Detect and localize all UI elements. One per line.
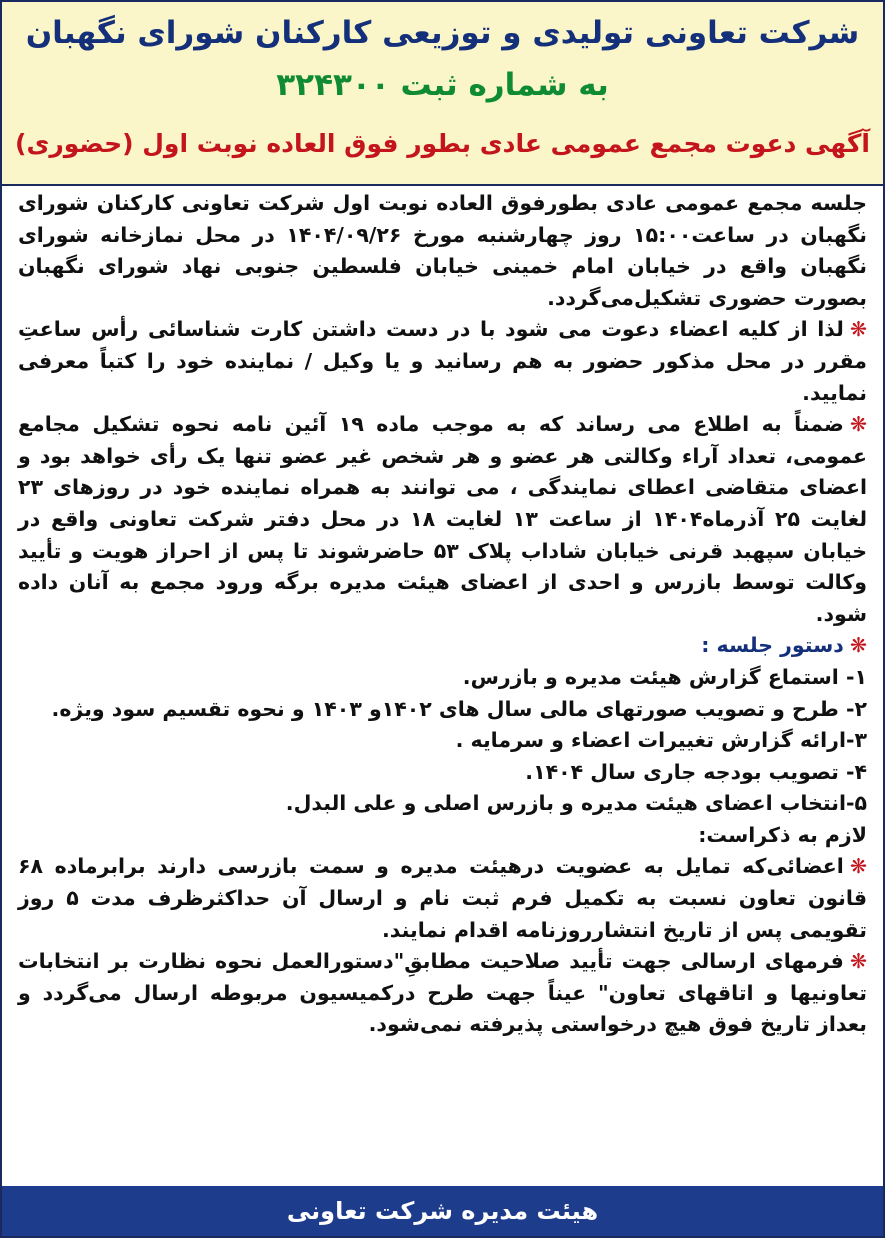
proxy-text: ضمناً به اطلاع می رساند که به موجب ماده ۱۹ آئین نامه نحوه تشکیل مجامع عمومی، تعداد آراء وکالتی هر عضو و هر شخص غیر عضو تنها یک رأی خواهد بود و اعضای متقاضی اعطای نمایندگی ، می توانند به همراه نماینده خود در روزهای ۲۳ لغایت ۲۵ آذرماه۱۴۰۴ از ساعت ۱۳ لغایت ۱۸ در محل دفتر شرکت تعاونی واقع در خیابان سپهبد قرنی خیابان شاداب پلاک ۵۳ حاضرشوند تا پس از احراز هویت و تأیید وکالت توسط بازرس و احدی از اعضای هیئت مدیره برگه ورود مجمع به آنان داده شود.: [18, 412, 868, 626]
agenda-title: دستور جلسه :: [701, 633, 844, 658]
forms-text: فرمهای ارسالی جهت تأیید صلاحیت مطابقِ"دستورالعمل نحوه نظارت بر انتخابات تعاونیها و اتاقهای تعاون" عیناً جهت طرح درکمیسیون مربوطه ارسال می‌گردد و بعداز تاریخ فوق هیچ درخواستی پذیرفته نمی‌شود.: [18, 949, 867, 1037]
agenda-item-3: ۳-ارائه گزارش تغییرات اعضاء و سرمایه .: [455, 728, 867, 753]
notice-mode: (حضوری): [15, 129, 134, 158]
candidates-paragraph: [18, 851, 867, 946]
agenda-item-2: ۲- طرح و تصویب صورتهای مالی سال های ۱۴۰۲و ۱۴۰۳ و نحوه تقسیم سود ویژه.: [51, 696, 867, 721]
company-name: شرکت تعاونی تولیدی و توزیعی کارکنان شورای نگهبان: [25, 15, 860, 51]
invite-paragraph: [18, 314, 867, 409]
notice-title: [2, 124, 883, 164]
invite-text: لذا از کلیه اعضاء دعوت می شود با در دست داشتن کارت شناسائی رأس ساعتِ مقرر در محل مذکور حضور به هم رسانید و یا وکیل / نماینده خود را کتباً معرفی نمایید.: [18, 317, 867, 405]
forms-paragraph: [18, 946, 867, 1041]
notice-body: [18, 188, 867, 1041]
asterisk-bullet-icon: ❋: [849, 854, 867, 879]
asterisk-bullet-icon: ❋: [849, 949, 867, 974]
agenda-item-5: ۵-انتخاب اعضای هیئت مدیره و بازرس اصلی و علی البدل.: [285, 791, 867, 816]
asterisk-bullet-icon: ❋: [849, 633, 867, 658]
agenda-item-4: ۴- تصویب بودجه جاری سال ۱۴۰۴.: [525, 759, 867, 784]
intro-paragraph: جلسه مجمع عمومی عادی بطورفوق العاده نوبت اول شرکت تعاونی کارکنان شورای نگهبان در ساعت۱۵:۰۰ روز چهارشنبه مورخ ۱۴۰۴/۰۹/۲۶ در محل نمازخانه شورای نگهبان واقع در خیابان امام خمینی خیابان فلسطین جنوبی نهاد شورای نگهبان بصورت حضوری تشکیل‌می‌گردد.: [18, 191, 867, 310]
asterisk-bullet-icon: ❋: [849, 317, 867, 342]
asterisk-bullet-icon: ❋: [849, 412, 867, 437]
notice-title-text: آگهی دعوت مجمع عمومی عادی بطور فوق العاده نوبت اول: [142, 129, 870, 158]
notice-header: [2, 2, 883, 186]
reminder-title: لازم به ذکراست:: [698, 822, 867, 847]
candidates-text: اعضائی‌که تمایل به عضویت درهیئت مدیره و سمت بازرسی دارند برابرماده ۶۸ قانون تعاون نسبت به تکمیل فرم ثبت نام و ارسال آن حداکثرظرف مدت ۵ روز تقویمی پس از تاریخ انتشارروزنامه اقدام نمایند.: [18, 854, 867, 942]
proxy-paragraph: [18, 409, 867, 630]
footer-signature: هیئت مدیره شرکت تعاونی: [2, 1186, 883, 1236]
agenda-item-1: ۱- استماع گزارش هیئت مدیره و بازرس.: [462, 664, 867, 689]
agenda-heading: [18, 630, 867, 662]
registration-number: به شماره ثبت ۳۲۴۳۰۰: [276, 67, 609, 103]
